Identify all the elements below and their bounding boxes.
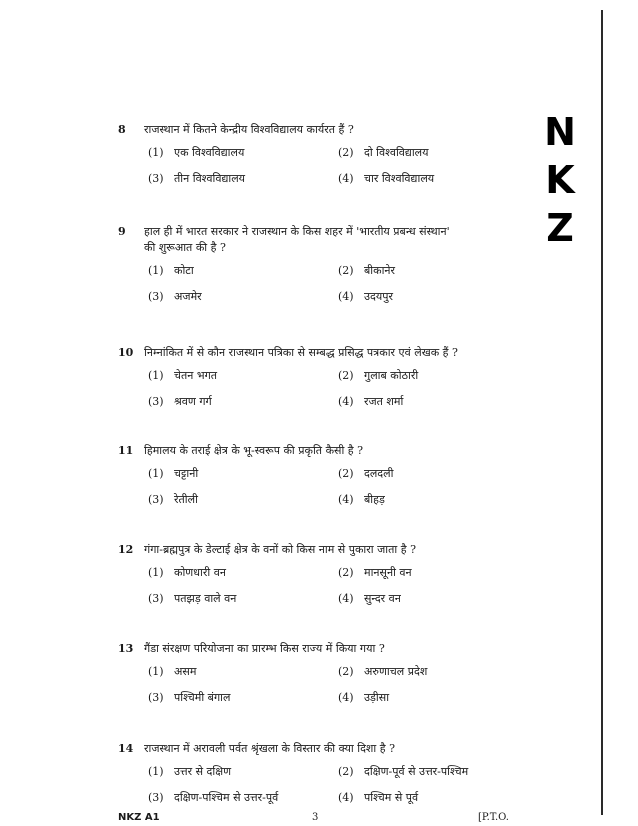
- watermark-letter: N: [544, 110, 576, 154]
- question-text: हाल ही में भारत सरकार ने राजस्थान के किस शहर में 'भारतीय प्रबन्ध संस्थान': [144, 225, 450, 238]
- question-10: [118, 345, 548, 424]
- option-3: (3) पश्चिमी बंगाल: [148, 691, 231, 704]
- option-3: (3) तीन विश्वविद्यालय: [148, 172, 246, 185]
- option-1: (1) चेतन भगत: [148, 369, 218, 382]
- option-3: (3) रेतीली: [148, 493, 198, 506]
- option-3: (3) पतझड़ वाले वन: [148, 592, 237, 605]
- option-4: (4) सुन्दर वन: [338, 592, 401, 605]
- option-1: (1) कोणधारी वन: [148, 566, 226, 579]
- question-14: [118, 741, 548, 820]
- watermark-letter: Z: [546, 206, 574, 250]
- question-number: 11: [118, 444, 134, 457]
- question-12: [118, 542, 548, 621]
- option-2: (2) बीकानेर: [338, 264, 396, 277]
- turn-over-note: [P.T.O.: [478, 812, 509, 823]
- option-2: (2) दलदली: [338, 467, 394, 480]
- question-text: राजस्थान में कितने केन्द्रीय विश्वविद्यालय कार्यरत हैं ?: [144, 123, 354, 136]
- question-number: 13: [118, 642, 134, 655]
- question-number: 9: [118, 225, 126, 238]
- question-number: 14: [118, 742, 134, 755]
- question-number: 10: [118, 346, 134, 359]
- option-2: (2) अरुणाचल प्रदेश: [338, 665, 428, 678]
- option-3: (3) अजमेर: [148, 290, 202, 303]
- option-4: (4) बीहड़: [338, 493, 385, 506]
- option-2: (2) दो विश्वविद्यालय: [338, 146, 429, 159]
- option-4: (4) पश्चिम से पूर्व: [338, 791, 419, 804]
- paper-code: NKZ A1: [118, 812, 160, 823]
- option-2: (2) मानसूनी वन: [338, 566, 412, 579]
- page-number: 3: [312, 812, 319, 823]
- option-1: (1) कोटा: [148, 264, 194, 277]
- question-13: [118, 641, 548, 720]
- question-number: 8: [118, 123, 126, 136]
- question-text: राजस्थान में अरावली पर्वत श्रृंखला के विस्तार की क्या दिशा है ?: [144, 742, 395, 755]
- page-edge-line: [601, 10, 603, 815]
- question-text: गंगा-ब्रह्मपुत्र के डेल्टाई क्षेत्र के वनों को किस नाम से पुकारा जाता है ?: [144, 543, 416, 556]
- option-2: (2) दक्षिण-पूर्व से उत्तर-पश्चिम: [338, 765, 469, 778]
- option-1: (1) एक विश्वविद्यालय: [148, 146, 245, 159]
- question-text: गैंडा संरक्षण परियोजना का प्रारम्भ किस राज्य में किया गया ?: [144, 642, 385, 655]
- option-2: (2) गुलाब कोठारी: [338, 369, 419, 382]
- option-1: (1) असम: [148, 665, 197, 678]
- question-text-continued: की शुरूआत की है ?: [144, 241, 226, 254]
- watermark-letter: K: [545, 158, 575, 202]
- option-4: (4) उदयपुर: [338, 290, 393, 303]
- question-8: [118, 122, 548, 201]
- option-3: (3) दक्षिण-पश्चिम से उत्तर-पूर्व: [148, 791, 279, 804]
- question-text: निम्नांकित में से कौन राजस्थान पत्रिका से सम्बद्ध प्रसिद्ध पत्रकार एवं लेखक हैं ?: [144, 346, 458, 359]
- option-4: (4) चार विश्वविद्यालय: [338, 172, 435, 185]
- option-1: (1) चट्टानी: [148, 467, 199, 480]
- option-4: (4) रजत शर्मा: [338, 395, 404, 408]
- option-1: (1) उत्तर से दक्षिण: [148, 765, 232, 778]
- option-3: (3) श्रवण गर्ग: [148, 395, 212, 408]
- question-9: [118, 224, 548, 319]
- option-4: (4) उड़ीसा: [338, 691, 390, 704]
- question-number: 12: [118, 543, 134, 556]
- question-11: [118, 443, 548, 522]
- question-text: हिमालय के तराई क्षेत्र के भू-स्वरूप की प्रकृति कैसी है ?: [144, 444, 364, 457]
